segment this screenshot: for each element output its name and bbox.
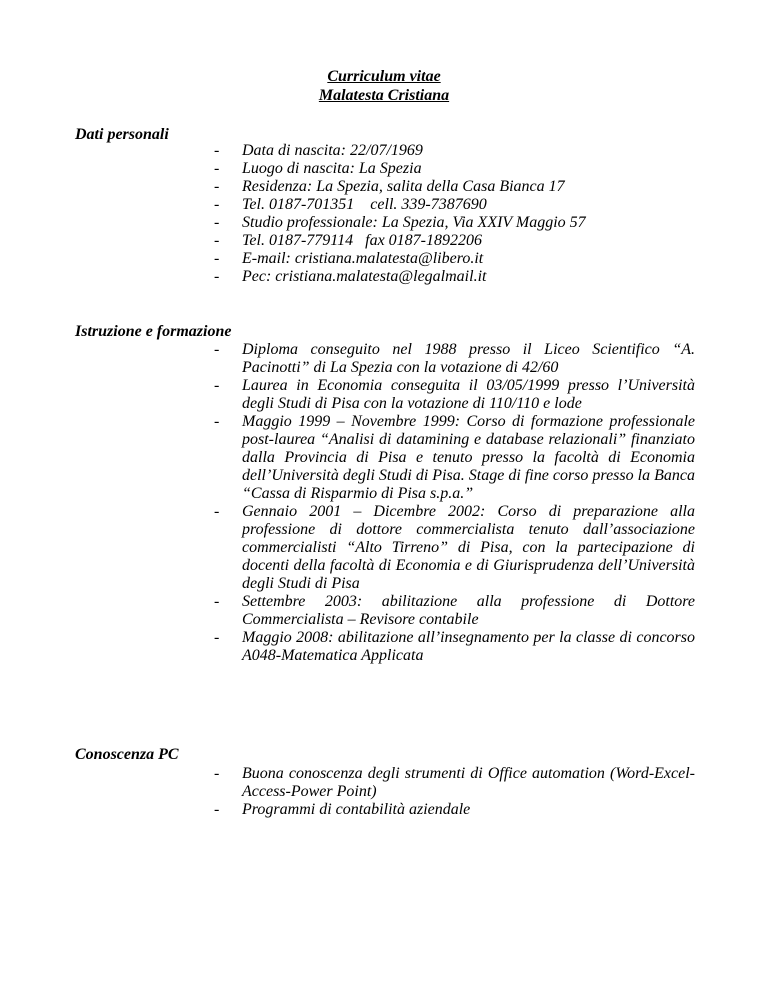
list-item xyxy=(212,765,695,801)
list-item xyxy=(212,232,695,250)
pc-skills-list xyxy=(212,765,695,819)
list-item xyxy=(212,142,695,160)
pc-accounting-software: Programmi di contabilità aziendale xyxy=(242,801,471,818)
education-postgrad-course: Maggio 1999 – Novembre 1999: Corso di formazione professionale post-laurea “Analisi di datamining e database relazionali” finanziato dalla Provincia di Pisa e tenuto presso la facoltà di Economia dell’Università degli Studi di Pisa. Stage di fine corso presso la Banca “Cassa di Risparmio di Pisa s.p.a.” xyxy=(242,413,695,502)
personal-phone: Tel. 0187-701351 cell. 339-7387690 xyxy=(242,196,487,213)
list-item xyxy=(212,593,695,629)
bullet-dash: - xyxy=(214,232,220,249)
list-item xyxy=(212,629,695,665)
bullet-dash: - xyxy=(214,503,220,520)
bullet-dash: - xyxy=(214,268,220,285)
list-item xyxy=(212,196,695,214)
personal-office-phone: Tel. 0187-779114 fax 0187-1892206 xyxy=(242,232,482,249)
education-diploma: Diploma conseguito nel 1988 presso il Liceo Scientifico “A. Pacinotti” di La Spezia con la votazione di 42/60 xyxy=(242,341,695,376)
personal-email: E-mail: cristiana.malatesta@libero.it xyxy=(242,250,484,267)
list-item xyxy=(212,413,695,503)
personal-birth-date: Data di nascita: 22/07/1969 xyxy=(242,142,423,159)
bullet-dash: - xyxy=(214,341,220,358)
bullet-dash: - xyxy=(214,196,220,213)
personal-data-list xyxy=(212,142,695,286)
bullet-dash: - xyxy=(214,629,220,646)
list-item xyxy=(212,250,695,268)
bullet-dash: - xyxy=(214,142,220,159)
bullet-dash: - xyxy=(214,765,220,782)
personal-office: Studio professionale: La Spezia, Via XXIV Maggio 57 xyxy=(242,214,586,231)
bullet-dash: - xyxy=(214,250,220,267)
list-item xyxy=(212,503,695,593)
bullet-dash: - xyxy=(214,160,220,177)
bullet-dash: - xyxy=(214,801,220,818)
bullet-dash: - xyxy=(214,178,220,195)
document-title: Curriculum vitae xyxy=(327,68,441,85)
candidate-name: Malatesta Cristiana xyxy=(318,87,450,104)
education-degree: Laurea in Economia conseguita il 03/05/1999 presso l’Università degli Studi di Pisa con la votazione di 110/110 e lode xyxy=(242,377,695,412)
education-teaching-qualification: Maggio 2008: abilitazione all’insegnamento per la classe di concorso A048-Matematica Applicata xyxy=(242,629,695,664)
bullet-dash: - xyxy=(214,214,220,231)
education-qualification: Settembre 2003: abilitazione alla professione di Dottore Commercialista – Revisore contabile xyxy=(242,593,695,628)
education-professional-prep: Gennaio 2001 – Dicembre 2002: Corso di preparazione alla professione di dottore commercialista tenuto dall’associazione commercialisti “Alto Tirreno” di Pisa, con la partecipazione di docenti della facoltà di Economia e di Giurisprudenza dell’Università degli Studi di Pisa xyxy=(242,503,695,592)
bullet-dash: - xyxy=(214,593,220,610)
list-item xyxy=(212,377,695,413)
personal-data-heading: Dati personali xyxy=(75,126,169,143)
education-heading: Istruzione e formazione xyxy=(75,323,232,340)
pc-office-automation: Buona conoscenza degli strumenti di Office automation (Word-Excel-Access-Power Point) xyxy=(242,765,695,800)
list-item xyxy=(212,341,695,377)
personal-residence: Residenza: La Spezia, salita della Casa Bianca 17 xyxy=(242,178,565,195)
bullet-dash: - xyxy=(214,377,220,394)
bullet-dash: - xyxy=(214,413,220,430)
list-item xyxy=(212,178,695,196)
list-item xyxy=(212,160,695,178)
list-item xyxy=(212,801,695,819)
list-item xyxy=(212,268,695,286)
personal-birth-place: Luogo di nascita: La Spezia xyxy=(242,160,422,177)
education-list xyxy=(212,341,695,665)
list-item xyxy=(212,214,695,232)
personal-pec: Pec: cristiana.malatesta@legalmail.it xyxy=(242,268,487,285)
pc-skills-heading: Conoscenza PC xyxy=(75,746,179,763)
